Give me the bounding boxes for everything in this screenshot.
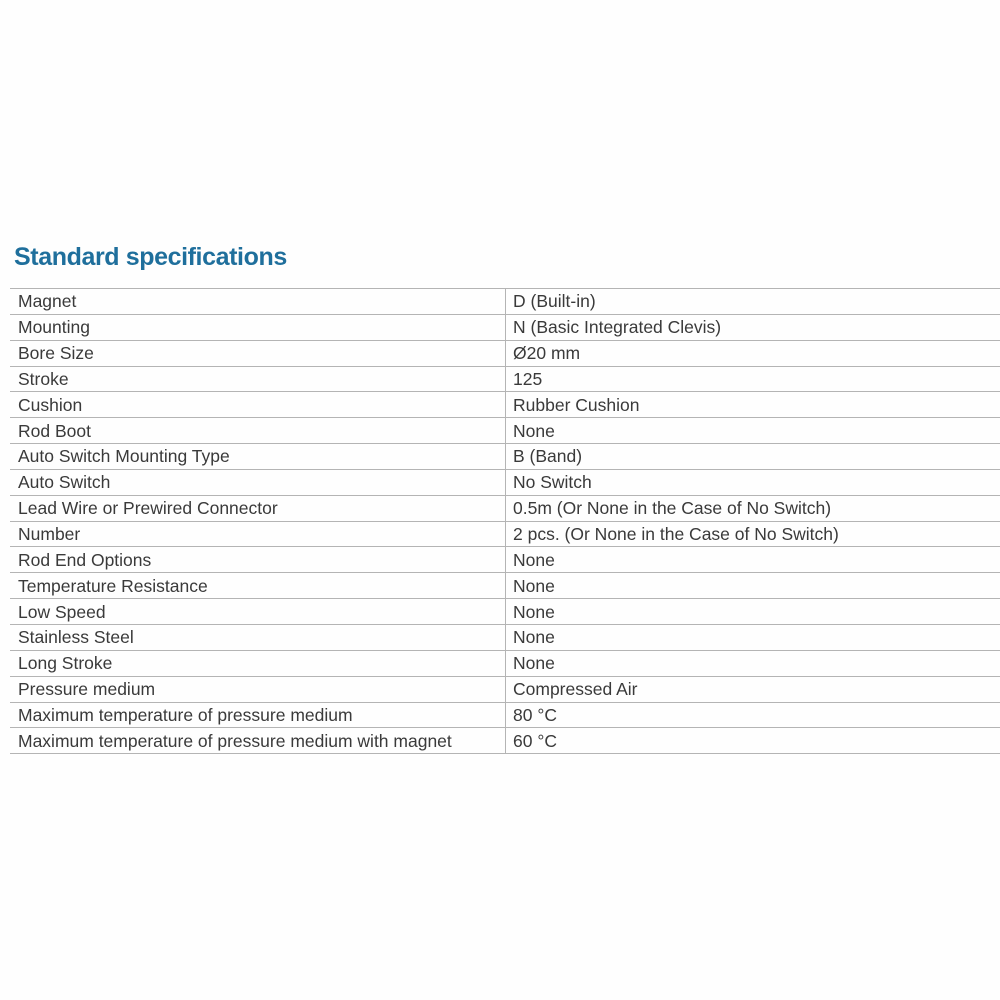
spec-value: None bbox=[506, 573, 1000, 599]
table-row bbox=[10, 289, 1000, 315]
table-row bbox=[10, 418, 1000, 444]
spec-label: Auto Switch Mounting Type bbox=[10, 444, 506, 470]
table-row bbox=[10, 599, 1000, 625]
spec-value: 80 °C bbox=[506, 702, 1000, 728]
spec-label: Temperature Resistance bbox=[10, 573, 506, 599]
table-row bbox=[10, 650, 1000, 676]
table-row bbox=[10, 573, 1000, 599]
table-row bbox=[10, 624, 1000, 650]
spec-label: Rod Boot bbox=[10, 418, 506, 444]
spec-label: Mounting bbox=[10, 314, 506, 340]
spec-label: Pressure medium bbox=[10, 676, 506, 702]
table-row bbox=[10, 469, 1000, 495]
spec-label: Long Stroke bbox=[10, 650, 506, 676]
table-row bbox=[10, 314, 1000, 340]
spec-value: 2 pcs. (Or None in the Case of No Switch) bbox=[506, 521, 1000, 547]
spec-label: Maximum temperature of pressure medium bbox=[10, 702, 506, 728]
spec-label: Rod End Options bbox=[10, 547, 506, 573]
spec-value: 60 °C bbox=[506, 728, 1000, 754]
spec-value: Compressed Air bbox=[506, 676, 1000, 702]
table-row bbox=[10, 495, 1000, 521]
table-row bbox=[10, 340, 1000, 366]
spec-label: Lead Wire or Prewired Connector bbox=[10, 495, 506, 521]
table-row bbox=[10, 702, 1000, 728]
table-row bbox=[10, 547, 1000, 573]
spec-value: 0.5m (Or None in the Case of No Switch) bbox=[506, 495, 1000, 521]
spec-value: B (Band) bbox=[506, 444, 1000, 470]
spec-label: Bore Size bbox=[10, 340, 506, 366]
table-row bbox=[10, 728, 1000, 754]
spec-label: Stroke bbox=[10, 366, 506, 392]
spec-label: Auto Switch bbox=[10, 469, 506, 495]
table-row bbox=[10, 392, 1000, 418]
table-row bbox=[10, 676, 1000, 702]
spec-value: 125 bbox=[506, 366, 1000, 392]
spec-value: None bbox=[506, 418, 1000, 444]
table-row bbox=[10, 521, 1000, 547]
spec-label: Number bbox=[10, 521, 506, 547]
spec-value: Ø20 mm bbox=[506, 340, 1000, 366]
spec-value: None bbox=[506, 547, 1000, 573]
spec-label: Stainless Steel bbox=[10, 624, 506, 650]
spec-label: Magnet bbox=[10, 289, 506, 315]
spec-value: D (Built-in) bbox=[506, 289, 1000, 315]
spec-value: None bbox=[506, 650, 1000, 676]
spec-label: Cushion bbox=[10, 392, 506, 418]
spec-value: No Switch bbox=[506, 469, 1000, 495]
spec-label: Maximum temperature of pressure medium with magnet bbox=[10, 728, 506, 754]
spec-value: None bbox=[506, 599, 1000, 625]
table-row bbox=[10, 366, 1000, 392]
table-row bbox=[10, 444, 1000, 470]
spec-value: Rubber Cushion bbox=[506, 392, 1000, 418]
page-title: Standard specifications bbox=[14, 243, 287, 271]
spec-label: Low Speed bbox=[10, 599, 506, 625]
spec-value: N (Basic Integrated Clevis) bbox=[506, 314, 1000, 340]
spec-value: None bbox=[506, 624, 1000, 650]
specifications-table bbox=[10, 288, 1000, 754]
